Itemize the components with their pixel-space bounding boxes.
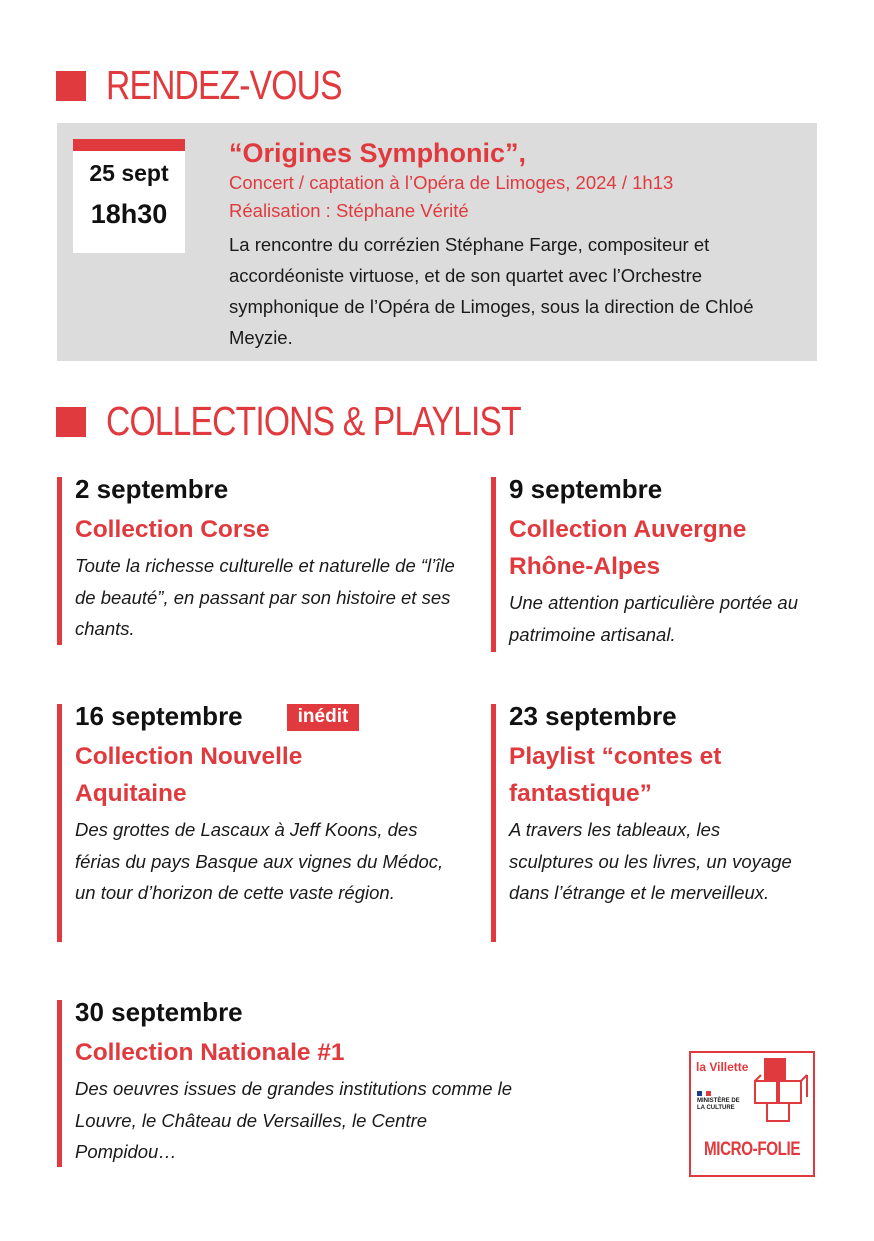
heading-square-icon — [56, 71, 86, 101]
entry-description: Une attention particulière portée au patrimoine artisanal. — [509, 592, 798, 645]
event-subtitle: Concert / captation à l’Opéra de Limoges, 2024 / 1h13 — [229, 172, 674, 193]
entry-date: 23 septembre — [509, 701, 677, 731]
entry-description: Des grottes de Lascaux à Jeff Koons, des férias du pays Basque aux vignes du Médoc, un tour d’horizon de cette vaste région. — [75, 819, 444, 903]
cubes-icon — [751, 1057, 811, 1123]
collections-heading — [56, 398, 612, 445]
entry-description: A travers les tableaux, les sculptures ou les livres, un voyage dans l’étrange et le merveilleux. — [509, 819, 792, 903]
rendezvous-heading — [56, 62, 393, 109]
collection-entry — [57, 997, 517, 1167]
french-flag-icon — [697, 1091, 711, 1096]
entry-title: Collection Corse — [75, 516, 270, 543]
event-date: 25 sept — [89, 160, 169, 186]
event-date-card — [73, 139, 185, 253]
collections-heading-text: COLLECTIONS & PLAYLIST — [106, 398, 521, 444]
entry-date: 30 septembre — [75, 997, 243, 1027]
entry-date: 9 septembre — [509, 474, 663, 504]
micro-folie-name: MICRO-FOLIE — [703, 1139, 801, 1160]
event-time: 18h30 — [90, 199, 168, 229]
new-badge: inédit — [287, 704, 360, 731]
event-description: La rencontre du corrézien Stéphane Farge, compositeur et accordéoniste virtuose, et de son quartet avec l’Orchestre symphonique de l’Opéra de Limoges, sous la direction de Chloé Meyzie. — [229, 234, 754, 348]
entry-description: Toute la richesse culturelle et naturelle de “l’île de beauté”, en passant par son histoire et ses chants. — [75, 555, 455, 639]
entry-date: 2 septembre — [75, 474, 229, 504]
micro-folie-logo — [689, 1051, 815, 1177]
event-details — [229, 137, 814, 353]
collection-entry — [491, 474, 841, 652]
event-director: Réalisation : Stéphane Vérité — [229, 200, 469, 221]
event-title: “Origines Symphonic”, — [229, 138, 527, 168]
entry-title: Collection Nouvelle Aquitaine — [75, 743, 303, 807]
micro-folie-text — [691, 1125, 813, 1175]
heading-square-icon — [56, 407, 86, 437]
collection-entry — [57, 701, 467, 942]
entry-description: Des oeuvres issues de grandes institutions comme le Louvre, le Château de Versailles, le Centre Pompidou… — [75, 1078, 513, 1162]
entry-title: Collection Auvergne Rhône-Alpes — [509, 516, 747, 580]
collection-entry — [491, 701, 821, 942]
entry-title: Collection Nationale #1 — [75, 1039, 345, 1066]
rendezvous-box — [57, 123, 817, 361]
ministry-text: MINISTÈRE DE LA CULTURE — [697, 1098, 740, 1111]
rendezvous-heading-text: RENDEZ-VOUS — [106, 62, 342, 108]
entry-title: Playlist “contes et fantastique” — [509, 743, 722, 807]
la-villette-logo-text: la Villette — [696, 1060, 749, 1074]
collection-entry — [57, 474, 467, 645]
entry-date-text: 16 septembre — [75, 701, 243, 731]
entry-date — [75, 700, 467, 732]
